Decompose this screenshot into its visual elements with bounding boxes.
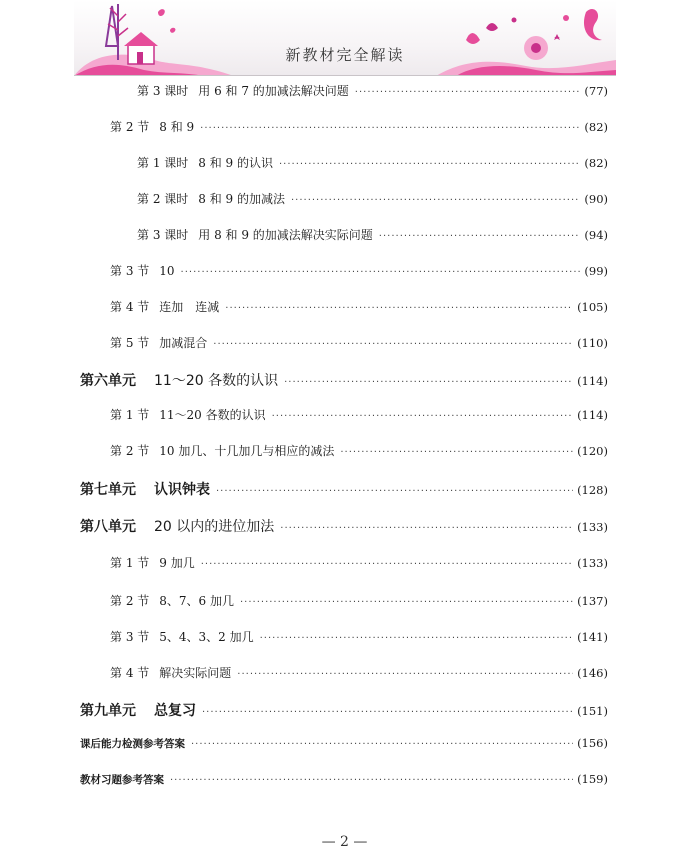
toc-entry-lesson: [80, 190, 608, 210]
toc-entry-section: [80, 442, 608, 462]
toc-entry-number: 第 1 课时: [137, 156, 189, 170]
dot-leader: [170, 775, 573, 786]
toc-entry-lesson: [80, 226, 608, 246]
dot-leader: [279, 159, 580, 170]
dot-leader: [355, 87, 581, 98]
dot-leader: [340, 447, 573, 458]
toc-entry-page: (137): [577, 594, 608, 608]
toc-entry-title: 8 和 9 的认识: [198, 156, 273, 170]
toc-entry-lesson: [80, 82, 608, 102]
toc-entry-section: [80, 628, 608, 648]
toc-entry-section: [80, 592, 608, 612]
toc-entry-number: 第 4 节: [110, 300, 150, 314]
toc-entry-section: [80, 118, 608, 138]
toc-entry-number: 第 2 课时: [137, 192, 189, 206]
toc-entry-section: [80, 262, 608, 282]
toc-entry-section: [80, 298, 608, 318]
toc-entry-number: 第 1 节: [110, 556, 150, 570]
dot-leader: [200, 123, 580, 134]
dot-leader: [260, 633, 573, 644]
dot-leader: [240, 597, 573, 608]
toc-entry-number: 第 2 节: [110, 444, 150, 458]
toc-entry-title: 课后能力检测参考答案: [80, 738, 185, 750]
toc-entry-title: 11～20 各数的认识: [154, 373, 279, 389]
toc-entry-page: (114): [577, 408, 608, 422]
dot-leader: [284, 377, 573, 388]
dot-leader: [291, 195, 580, 206]
book-title: 新教材完全解读: [285, 46, 405, 64]
toc-entry-title: 8、7、6 加几: [159, 594, 234, 608]
dot-leader: [213, 339, 573, 350]
toc-entry-number: 第 3 节: [110, 630, 150, 644]
toc-entry-page: (151): [577, 704, 608, 718]
toc-entry-title: 连加 连减: [159, 300, 220, 314]
page-number: — 2 —: [321, 834, 368, 850]
toc-entry-lesson: [80, 154, 608, 174]
toc-entry-page: (114): [577, 374, 608, 388]
toc-entry-section: [80, 334, 608, 354]
toc-entry-title: 10: [159, 264, 175, 278]
toc-entry-title: 用 8 和 9 的加减法解决实际问题: [198, 228, 373, 242]
toc-entry-number: 第 2 节: [110, 120, 150, 134]
toc-entry-unit: [80, 516, 608, 536]
toc-entry-page: (90): [584, 192, 608, 206]
toc-entry-number: 第 5 节: [110, 336, 150, 350]
toc-entry-page: (99): [584, 264, 608, 278]
toc-entry-title: 10 加几、十几加几与相应的减法: [159, 444, 335, 458]
toc-entry-unit: [80, 370, 608, 390]
toc-entry-number: 第八单元: [80, 519, 136, 535]
toc-entry-page: (105): [577, 300, 608, 314]
toc-entry-section: [80, 664, 608, 684]
toc-entry-title: 用 6 和 7 的加减法解决问题: [198, 84, 349, 98]
toc-entry-page: (110): [577, 336, 608, 350]
toc-entry-number: 第 2 节: [110, 594, 150, 608]
toc-entry-unit: [80, 700, 608, 720]
toc-entry-title: 认识钟表: [154, 482, 210, 498]
toc-entry-page: (82): [584, 120, 608, 134]
toc-entry-page: (77): [584, 84, 608, 98]
toc-entry-extra: [80, 772, 608, 792]
dot-leader: [191, 739, 573, 750]
toc-entry-page: (94): [584, 228, 608, 242]
toc-entry-title: 总复习: [154, 703, 196, 719]
toc-entry-page: (120): [577, 444, 608, 458]
page-header: [74, 0, 616, 76]
toc-entry-title: 教材习题参考答案: [80, 774, 164, 786]
toc-entry-number: 第 3 课时: [137, 84, 189, 98]
toc-entry-page: (128): [577, 483, 608, 497]
toc-entry-title: 解决实际问题: [159, 666, 232, 680]
toc-entry-page: (146): [577, 666, 608, 680]
toc-entry-title: 20 以内的进位加法: [154, 519, 275, 535]
toc-entry-section: [80, 406, 608, 426]
header-rule: [74, 75, 616, 76]
dot-leader: [181, 267, 581, 278]
toc-entry-page: (133): [577, 556, 608, 570]
toc-entry-unit: [80, 479, 608, 499]
toc-entry-number: 第 4 节: [110, 666, 150, 680]
toc-entry-extra: [80, 736, 608, 756]
toc-entry-page: (159): [577, 772, 608, 786]
toc-entry-number: 第 1 节: [110, 408, 150, 422]
toc-entry-page: (141): [577, 630, 608, 644]
dot-leader: [379, 231, 581, 242]
toc-entry-number: 第六单元: [80, 373, 136, 389]
toc-entry-title: 11～20 各数的认识: [159, 408, 266, 422]
toc-entry-title: 9 加几: [159, 556, 195, 570]
toc-entry-page: (133): [577, 520, 608, 534]
toc-entry-title: 5、4、3、2 加几: [159, 630, 254, 644]
toc-entry-number: 第 3 节: [110, 264, 150, 278]
toc-entry-title: 加减混合: [159, 336, 208, 350]
toc-entry-page: (156): [577, 736, 608, 750]
dot-leader: [272, 411, 573, 422]
toc-entry-number: 第 3 课时: [137, 228, 189, 242]
toc-entry-title: 8 和 9: [159, 120, 195, 134]
toc-entry-section: [80, 554, 608, 574]
dot-leader: [216, 486, 573, 497]
toc-entry-number: 第七单元: [80, 482, 136, 498]
toc-entry-title: 8 和 9 的加减法: [198, 192, 285, 206]
dot-leader: [225, 303, 573, 314]
dot-leader: [280, 523, 573, 534]
dot-leader: [237, 669, 573, 680]
toc-entry-number: 第九单元: [80, 703, 136, 719]
toc-entry-page: (82): [584, 156, 608, 170]
dot-leader: [202, 707, 573, 718]
dot-leader: [201, 559, 573, 570]
